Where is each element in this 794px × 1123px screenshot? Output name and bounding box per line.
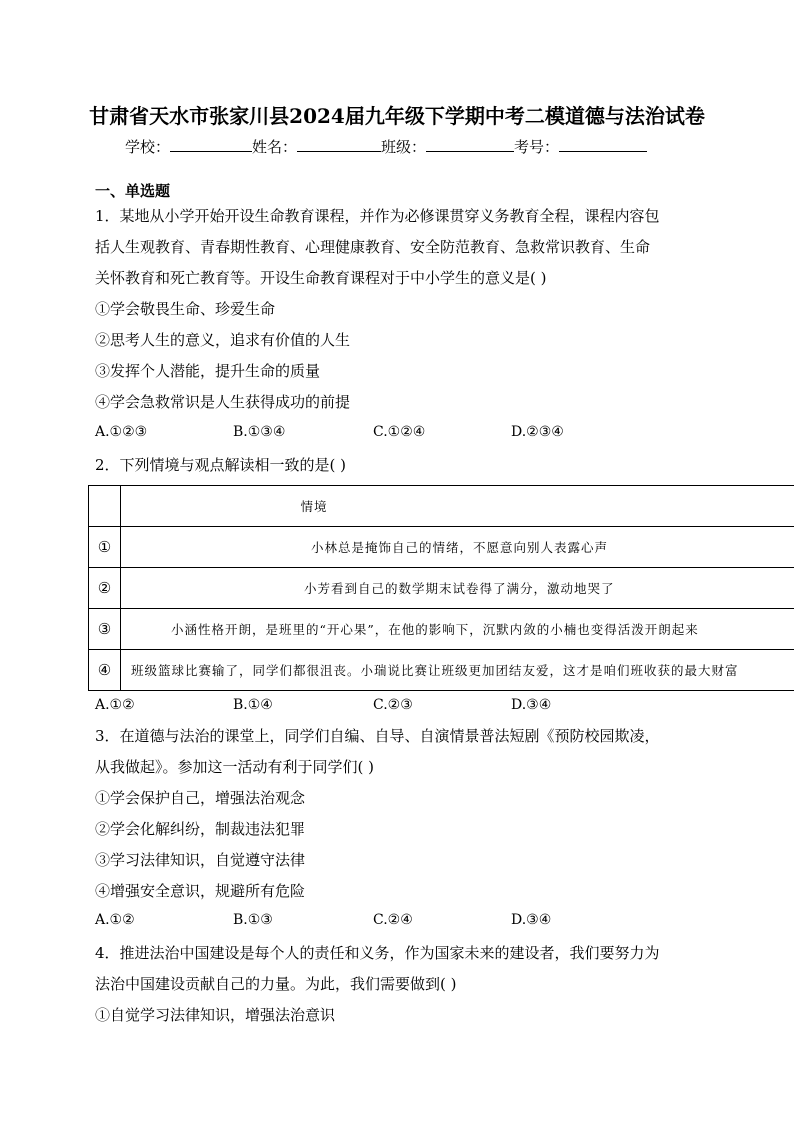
table-row xyxy=(89,650,794,691)
exam-title: 甘肃省天水市张家川县2024届九年级下学期中考二模道德与法治试卷 xyxy=(89,104,705,128)
q1-option-c[interactable]: C.①②④ xyxy=(373,424,426,440)
row-number: ① xyxy=(89,527,121,568)
q1-item: ②思考人生的意义，追求有价值的人生 xyxy=(95,331,351,349)
q2-option-d[interactable]: D.③④ xyxy=(511,697,552,713)
q1-options xyxy=(95,424,695,444)
table-header-num xyxy=(89,486,121,527)
q1-stem-line3: 关怀教育和死亡教育等。开设生命教育课程对于中小学生的意义是( ) xyxy=(95,269,547,287)
q2-stem: 2．下列情境与观点解读相一致的是( ) xyxy=(95,456,347,474)
class-blank xyxy=(426,137,514,152)
q3-option-c[interactable]: C.②④ xyxy=(373,912,413,928)
q4-stem-line2: 法治中国建设贡献自己的力量。为此，我们需要做到( ) xyxy=(95,975,457,993)
q3-item: ①学会保护自己，增强法治观念 xyxy=(95,789,306,807)
q3-stem-line1: 3．在道德与法治的课堂上，同学们自编、自导、自演情景普法短剧《预防校园欺凌， xyxy=(95,727,660,745)
q1-stem-line1: 1．某地从小学开始开设生命教育课程，并作为必修课贯穿义务教育全程，课程内容包 xyxy=(95,207,660,225)
q3-options xyxy=(95,912,695,932)
row-scenario: 小涵性格开朗，是班里的“开心果”，在他的影响下，沉默内敛的小楠也变得活泼开朗起来 xyxy=(121,609,794,650)
table-header-row xyxy=(89,486,794,527)
row-number: ④ xyxy=(89,650,121,691)
table-row xyxy=(89,568,794,609)
row-number: ③ xyxy=(89,609,121,650)
class-label: 班级： xyxy=(381,138,427,156)
q1-item: ①学会敬畏生命、珍爱生命 xyxy=(95,300,276,318)
name-label: 姓名： xyxy=(252,138,298,156)
q3-stem-line2: 从我做起》。参加这一活动有利于同学们( ) xyxy=(95,758,374,776)
q1-option-b[interactable]: B.①③④ xyxy=(233,424,286,440)
q2-options xyxy=(95,697,695,717)
table-row xyxy=(89,527,794,568)
table-header-scenario: 情境 xyxy=(121,486,794,527)
name-blank xyxy=(297,137,381,152)
school-blank xyxy=(170,137,252,152)
q1-item: ④学会急救常识是人生获得成功的前提 xyxy=(95,393,351,411)
table-row xyxy=(89,609,794,650)
q4-item: ①自觉学习法律知识，增强法治意识 xyxy=(95,1006,336,1024)
student-info-row xyxy=(125,136,647,157)
row-scenario: 小芳看到自己的数学期末试卷得了满分，激动地哭了 xyxy=(121,568,794,609)
exam-no-blank xyxy=(559,137,647,152)
exam-no-label: 考号： xyxy=(514,138,560,156)
q1-item: ③发挥个人潜能，提升生命的质量 xyxy=(95,362,321,380)
section-heading: 一、单选题 xyxy=(95,182,171,200)
q2-option-b[interactable]: B.①④ xyxy=(233,697,273,713)
q1-option-d[interactable]: D.②③④ xyxy=(511,424,564,440)
q3-option-b[interactable]: B.①③ xyxy=(233,912,273,928)
q3-item: ③学习法律知识，自觉遵守法律 xyxy=(95,851,306,869)
row-scenario: 小林总是掩饰自己的情绪，不愿意向别人表露心声 xyxy=(121,527,794,568)
q3-item: ④增强安全意识，规避所有危险 xyxy=(95,882,306,900)
q2-option-c[interactable]: C.②③ xyxy=(373,697,413,713)
school-label: 学校： xyxy=(125,138,171,156)
row-scenario: 班级篮球比赛输了，同学们都很沮丧。小瑞说比赛让班级更加团结友爱，这才是咱们班收获的最大财富 xyxy=(121,650,794,691)
q3-item: ②学会化解纠纷，制裁违法犯罪 xyxy=(95,820,306,838)
q3-option-a[interactable]: A.①② xyxy=(95,912,135,928)
q2-option-a[interactable]: A.①② xyxy=(95,697,135,713)
q1-stem-line2: 括人生观教育、青春期性教育、心理健康教育、安全防范教育、急救常识教育、生命 xyxy=(95,238,651,256)
q3-option-d[interactable]: D.③④ xyxy=(511,912,552,928)
q1-option-a[interactable]: A.①②③ xyxy=(95,424,148,440)
q4-stem-line1: 4．推进法治中国建设是每个人的责任和义务，作为国家未来的建设者，我们要努力为 xyxy=(95,944,660,962)
q2-scenario-table xyxy=(88,485,794,691)
row-number: ② xyxy=(89,568,121,609)
